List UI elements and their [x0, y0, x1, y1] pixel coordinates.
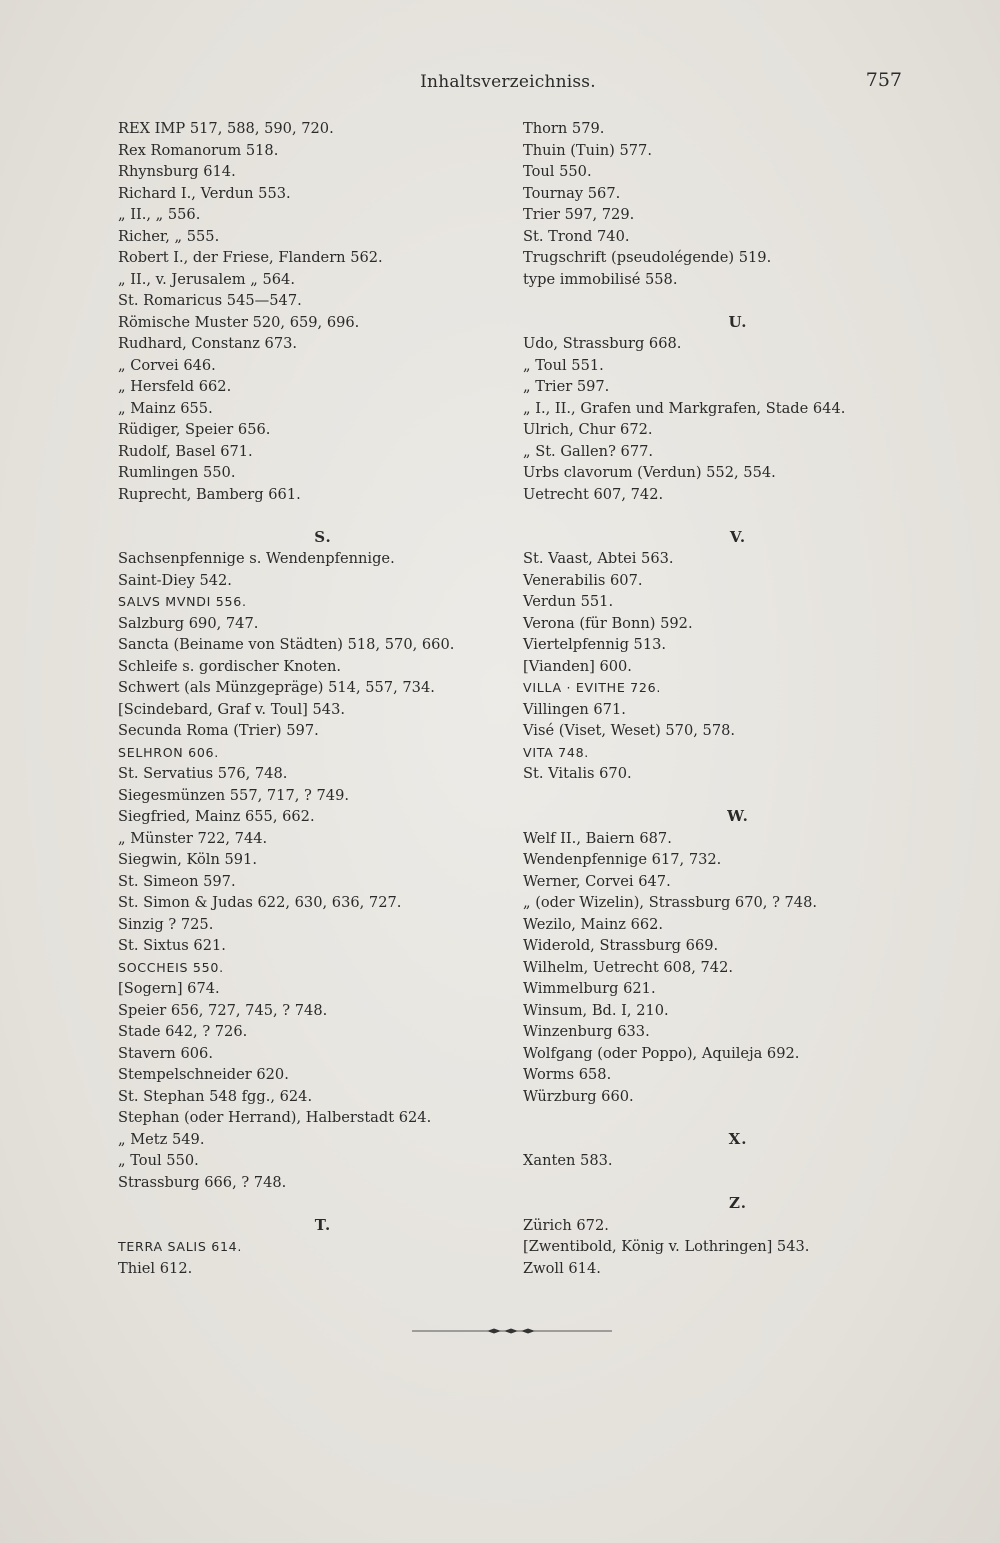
index-entry: Stade 642, ? 726. — [118, 1023, 248, 1040]
index-entry: Udo, Strassburg 668. — [523, 335, 682, 352]
index-entry: „ Trier 597. — [523, 378, 610, 395]
section-spacer — [118, 505, 498, 527]
index-entry: VITA 748. — [523, 744, 590, 760]
index-entry: „ Toul 550. — [118, 1152, 199, 1169]
section-spacer — [523, 505, 923, 527]
index-entry: Urbs clavorum (Verdun) 552, 554. — [523, 464, 776, 481]
index-entry: Zwoll 614. — [523, 1259, 601, 1277]
index-entry: Rudolf, Basel 671. — [118, 442, 253, 460]
index-entry: Thorn 579. — [523, 120, 605, 137]
section-heading: S. — [314, 527, 332, 546]
index-entry: Siegwin, Köln 591. — [118, 851, 257, 868]
index-entry: St. Vaast, Abtei 563. — [523, 550, 674, 567]
index-entry: Trugschrift (pseudolégende) 519. — [523, 249, 772, 266]
index-entry: [Sogern] 674. — [118, 980, 220, 997]
index-column-left — [118, 118, 498, 1279]
index-entry: [Vianden] 600. — [523, 657, 632, 675]
index-entry: type immobilisé 558. — [523, 270, 678, 288]
index-entry: TERRA SALIS 614. — [118, 1239, 243, 1254]
index-entry: Sachsenpfennige s. Wendenpfennige. — [118, 550, 395, 567]
index-entry: Verdun 551. — [523, 593, 614, 610]
index-entry: Speier 656, 727, 745, ? 748. — [118, 1001, 328, 1019]
section-heading: U. — [728, 312, 748, 331]
index-entry: Zürich 672. — [523, 1216, 609, 1234]
index-entry: Villingen 671. — [523, 700, 626, 718]
index-entry: „ St. Gallen? 677. — [523, 442, 654, 460]
index-entry: Schleife s. gordischer Knoten. — [118, 657, 342, 675]
index-entry: Visé (Viset, Weset) 570, 578. — [523, 722, 736, 739]
index-entry: Toul 550. — [523, 163, 592, 180]
index-column-right — [523, 118, 923, 1279]
index-entry: Widerold, Strassburg 669. — [523, 937, 719, 954]
index-entry: SALVS MVNDI 556. — [118, 594, 247, 609]
section-spacer — [523, 1172, 923, 1194]
index-entry: „ Münster 722, 744. — [118, 829, 268, 847]
index-entry: Wilhelm, Uetrecht 608, 742. — [523, 958, 734, 976]
end-ornament — [412, 1326, 612, 1336]
index-entry: SELHRON 606. — [118, 744, 219, 760]
section-heading: T. — [314, 1215, 332, 1234]
index-entry: Stavern 606. — [118, 1044, 213, 1062]
index-entry: „ (oder Wizelin), Strassburg 670, ? 748. — [523, 894, 818, 911]
index-entry: Strassburg 666, ? 748. — [118, 1173, 287, 1191]
section-spacer — [118, 1193, 498, 1215]
index-entry: St. Vitalis 670. — [523, 765, 632, 782]
index-entry: Rumlingen 550. — [118, 464, 236, 481]
index-entry: Welf II., Baiern 687. — [523, 829, 672, 847]
index-entry: [Zwentibold, König v. Lothringen] 543. — [523, 1238, 810, 1255]
index-entry: Winsum, Bd. I, 210. — [523, 1001, 669, 1019]
index-entry: Ulrich, Chur 672. — [523, 421, 653, 438]
index-entry: Stempelschneider 620. — [118, 1066, 289, 1083]
index-entry: St. Stephan 548 fgg., 624. — [118, 1087, 313, 1105]
index-entry: SOCCHEIS 550. — [118, 959, 224, 975]
index-entry: St. Trond 740. — [523, 227, 630, 245]
index-entry: Rudhard, Constanz 673. — [118, 335, 298, 352]
index-entry: St. Simon & Judas 622, 630, 636, 727. — [118, 894, 402, 911]
index-entry: Wendenpfennige 617, 732. — [523, 851, 722, 868]
index-entry: St. Simeon 597. — [118, 872, 236, 890]
index-entry: St. Servatius 576, 748. — [118, 765, 288, 782]
running-header: Inhaltsverzeichniss. — [420, 72, 596, 92]
index-entry: Secunda Roma (Trier) 597. — [118, 722, 319, 739]
index-entry: Rex Romanorum 518. — [118, 141, 279, 159]
index-entry: Venerabilis 607. — [523, 571, 643, 589]
index-entry: Tournay 567. — [523, 184, 621, 202]
index-entry: Siegesmünzen 557, 717, ? 749. — [118, 786, 349, 804]
index-entry: Rüdiger, Speier 656. — [118, 421, 271, 438]
section-heading: V. — [729, 527, 747, 546]
section-spacer — [523, 1107, 923, 1129]
index-entry: Würzburg 660. — [523, 1087, 634, 1105]
index-entry: „ Corvei 646. — [118, 356, 216, 374]
index-entry: Sancta (Beiname von Städten) 518, 570, 660. — [118, 636, 455, 653]
index-entry: Schwert (als Münzgepräge) 514, 557, 734. — [118, 679, 435, 696]
index-entry: Salzburg 690, 747. — [118, 614, 259, 632]
index-entry: [Scindebard, Graf v. Toul] 543. — [118, 700, 345, 718]
index-entry: Verona (für Bonn) 592. — [523, 614, 693, 632]
index-entry: „ Toul 551. — [523, 356, 604, 374]
section-heading: X. — [728, 1129, 748, 1148]
index-entry: Römische Muster 520, 659, 696. — [118, 313, 360, 331]
section-heading: Z. — [729, 1194, 747, 1212]
index-entry: Trier 597, 729. — [523, 206, 635, 223]
index-entry: Rhynsburg 614. — [118, 163, 236, 180]
index-entry: „ II., v. Jerusalem „ 564. — [118, 270, 295, 288]
index-entry: Werner, Corvei 647. — [523, 872, 671, 890]
index-entry: „ II., „ 556. — [118, 206, 201, 223]
index-entry: Sinzig ? 725. — [118, 915, 214, 933]
index-entry: REX IMP 517, 588, 590, 720. — [118, 120, 334, 137]
index-entry: Saint-Diey 542. — [118, 571, 232, 589]
index-entry: Wolfgang (oder Poppo), Aquileja 692. — [523, 1044, 800, 1062]
index-entry: „ Mainz 655. — [118, 399, 213, 417]
section-spacer — [523, 785, 923, 807]
index-entry: „ I., II., Grafen und Markgrafen, Stade 644. — [523, 399, 846, 417]
index-entry: Worms 658. — [523, 1066, 612, 1083]
index-entry: Xanten 583. — [523, 1152, 613, 1169]
index-entry: Thiel 612. — [118, 1259, 193, 1277]
index-entry: Stephan (oder Herrand), Halberstadt 624. — [118, 1109, 432, 1126]
index-entry: Thuin (Tuin) 577. — [523, 141, 652, 159]
index-entry: Siegfried, Mainz 655, 662. — [118, 808, 315, 825]
index-entry: Robert I., der Friese, Flandern 562. — [118, 249, 383, 266]
index-entry: Richard I., Verdun 553. — [118, 184, 291, 202]
index-entry: Wimmelburg 621. — [523, 980, 656, 997]
index-entry: Wezilo, Mainz 662. — [523, 915, 664, 933]
index-entry: Uetrecht 607, 742. — [523, 485, 664, 503]
index-entry: Ruprecht, Bamberg 661. — [118, 485, 301, 503]
page-number: 757 — [865, 69, 902, 91]
index-entry: Viertelpfennig 513. — [523, 636, 667, 653]
index-entry: „ Hersfeld 662. — [118, 378, 232, 395]
index-entry: VILLA · EVITHE 726. — [523, 680, 662, 695]
index-entry: St. Sixtus 621. — [118, 937, 226, 954]
index-entry: Richer, „ 555. — [118, 227, 220, 245]
section-heading: W. — [727, 807, 749, 825]
index-entry: Winzenburg 633. — [523, 1023, 650, 1040]
index-entry: „ Metz 549. — [118, 1130, 205, 1148]
section-spacer — [523, 290, 923, 312]
index-entry: St. Romaricus 545—547. — [118, 292, 302, 309]
